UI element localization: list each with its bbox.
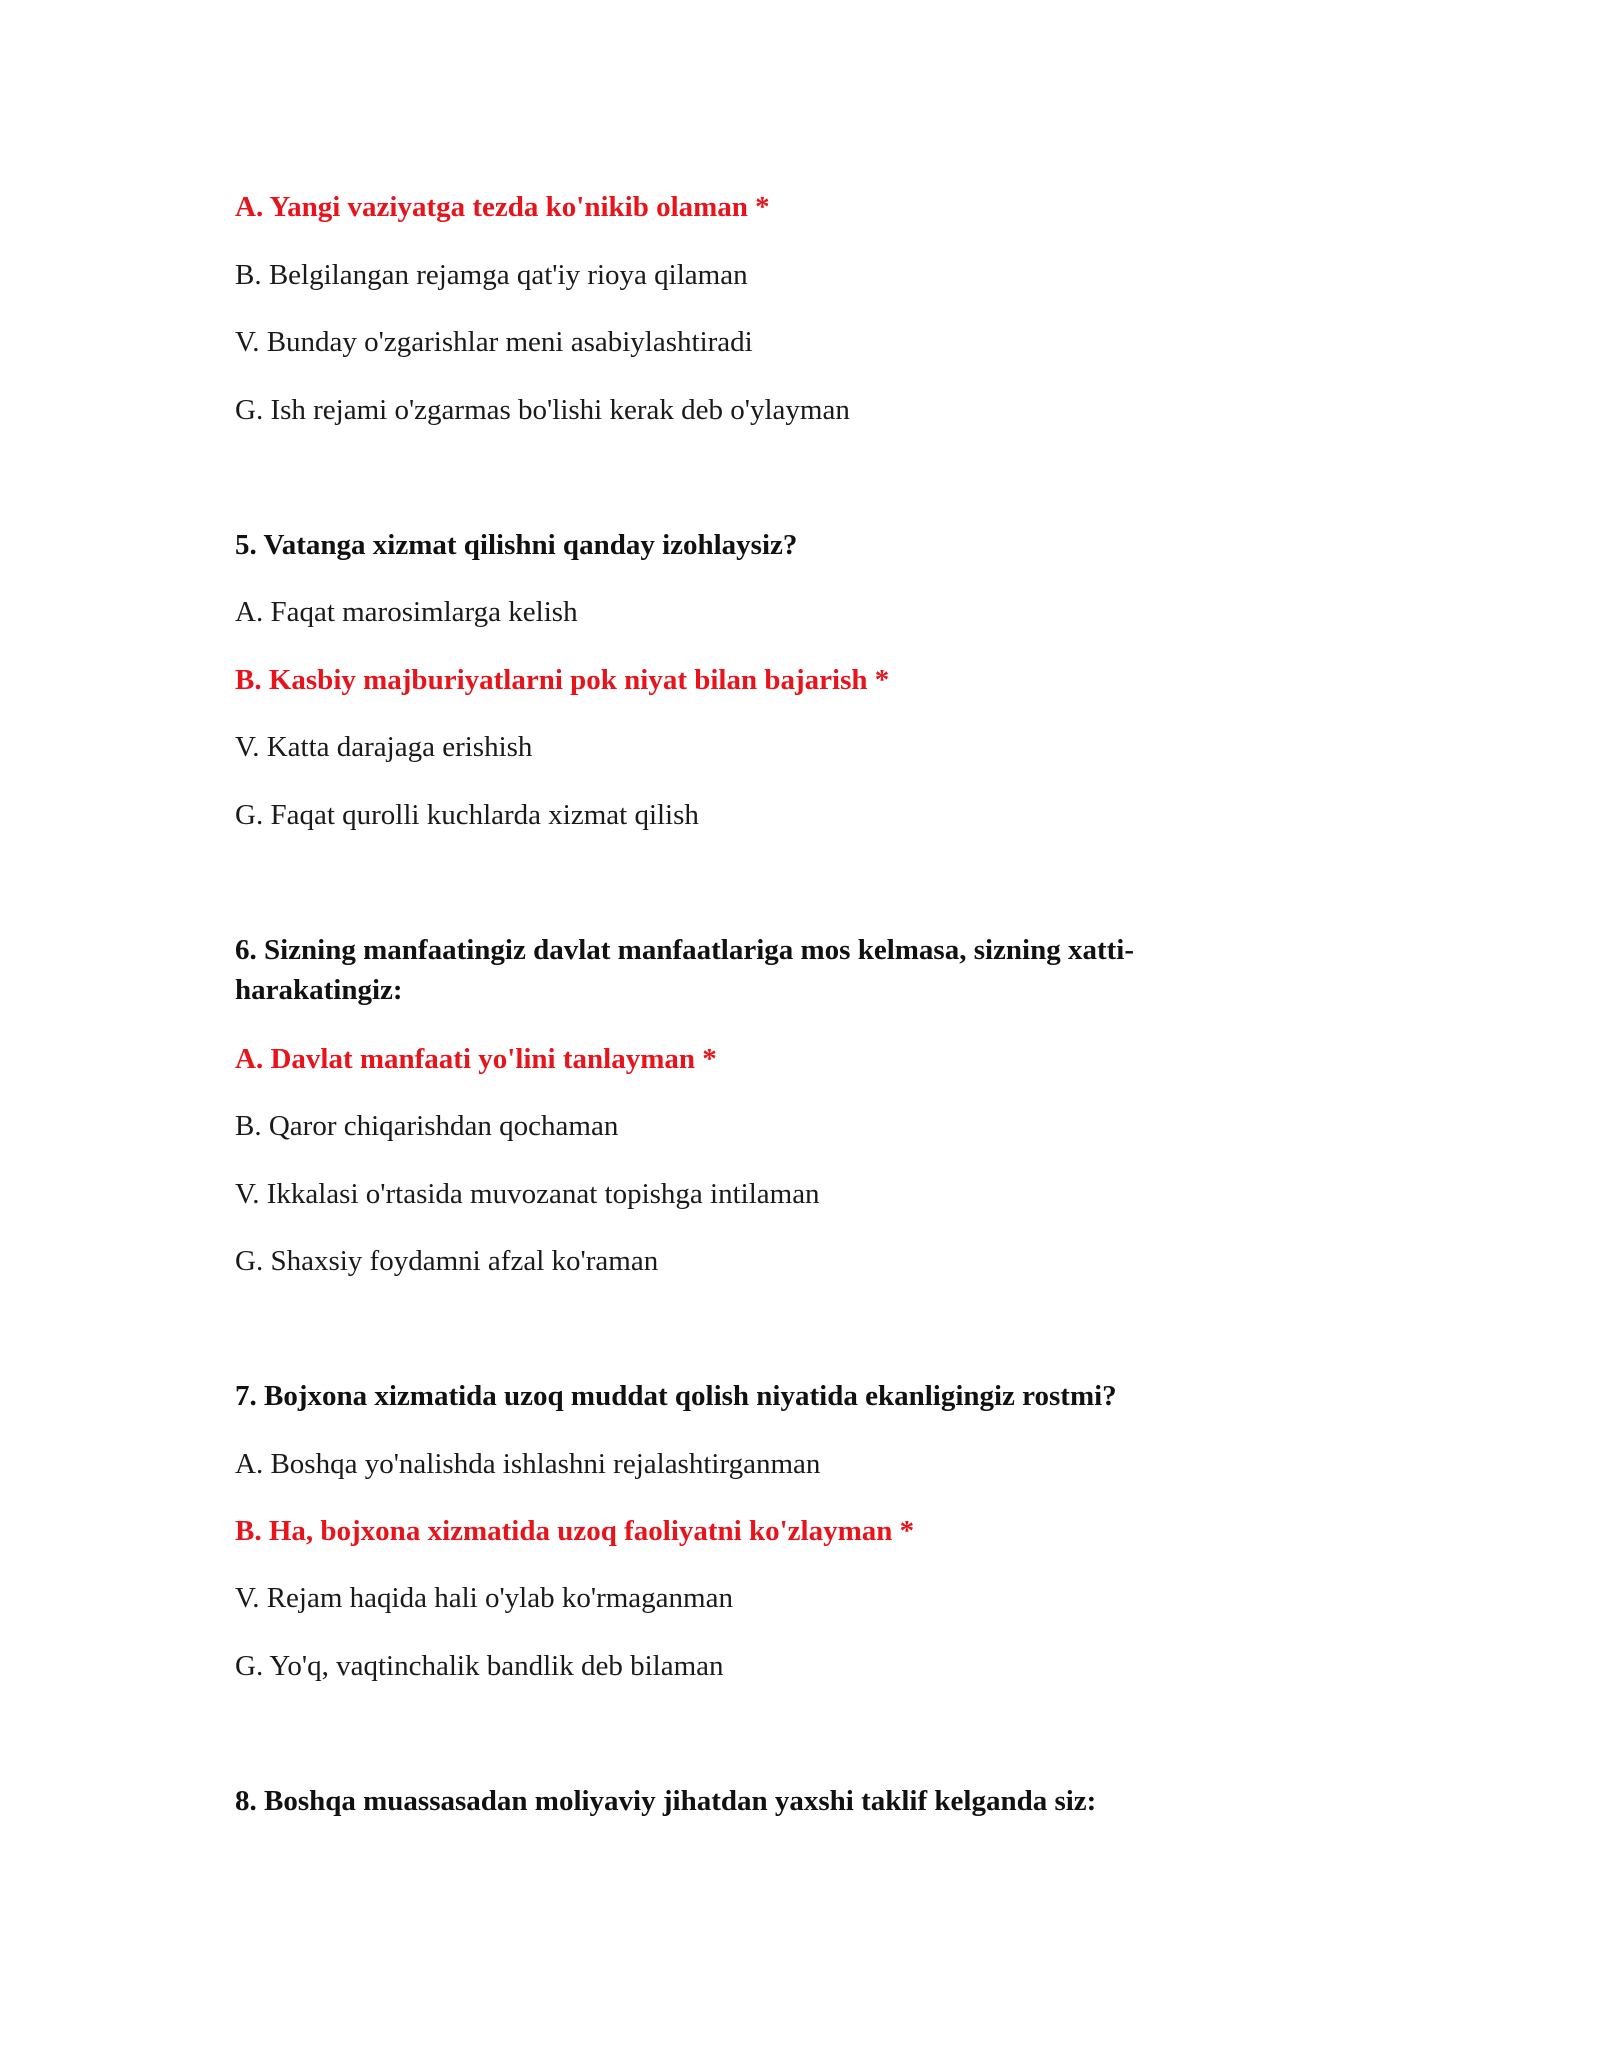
q7-option-a: A. Boshqa yo'nalishda ishlashni rejalashtirganman (235, 1448, 821, 1480)
q5-question: 5. Vatanga xizmat qilishni qanday izohlaysiz? (235, 529, 798, 561)
q6-option-b: B. Qaror chiqarishdan qochaman (235, 1110, 619, 1142)
q6-option-g: G. Shaxsiy foydamni afzal ko'raman (235, 1245, 659, 1277)
q7-option-g: G. Yo'q, vaqtinchalik bandlik deb bilaman (235, 1650, 724, 1682)
q6-option-a: A. Davlat manfaati yo'lini tanlayman * (235, 1043, 717, 1075)
q4-option-g: G. Ish rejami o'zgarmas bo'lishi kerak deb o'ylayman (235, 394, 850, 426)
q5-option-g: G. Faqat qurolli kuchlarda xizmat qilish (235, 799, 699, 831)
q6-question: 6. Sizning manfaatingiz davlat manfaatlariga mos kelmasa, sizning xatti-harakatingiz: (235, 934, 1135, 1006)
q6-option-v: V. Ikkalasi o'rtasida muvozanat topishga intilaman (235, 1178, 820, 1210)
q5-option-b: B. Kasbiy majburiyatlarni pok niyat bilan bajarish * (235, 664, 890, 696)
q5-option-v: V. Katta darajaga erishish (235, 731, 533, 763)
q7-option-b: B. Ha, bojxona xizmatida uzoq faoliyatni ko'zlayman * (235, 1515, 915, 1547)
q7-option-v: V. Rejam haqida hali o'ylab ko'rmaganman (235, 1582, 733, 1614)
q4-option-a: A. Yangi vaziyatga tezda ko'nikib olaman * (235, 191, 770, 223)
q8-question: 8. Boshqa muassasadan moliyaviy jihatdan yaxshi taklif kelganda siz: (235, 1785, 1097, 1817)
q5-option-a: A. Faqat marosimlarga kelish (235, 596, 578, 628)
q7-question: 7. Bojxona xizmatida uzoq muddat qolish niyatida ekanligingiz rostmi? (235, 1380, 1117, 1412)
q4-option-b: B. Belgilangan rejamga qat'iy rioya qilaman (235, 259, 748, 291)
q4-option-v: V. Bunday o'zgarishlar meni asabiylashtiradi (235, 326, 753, 358)
